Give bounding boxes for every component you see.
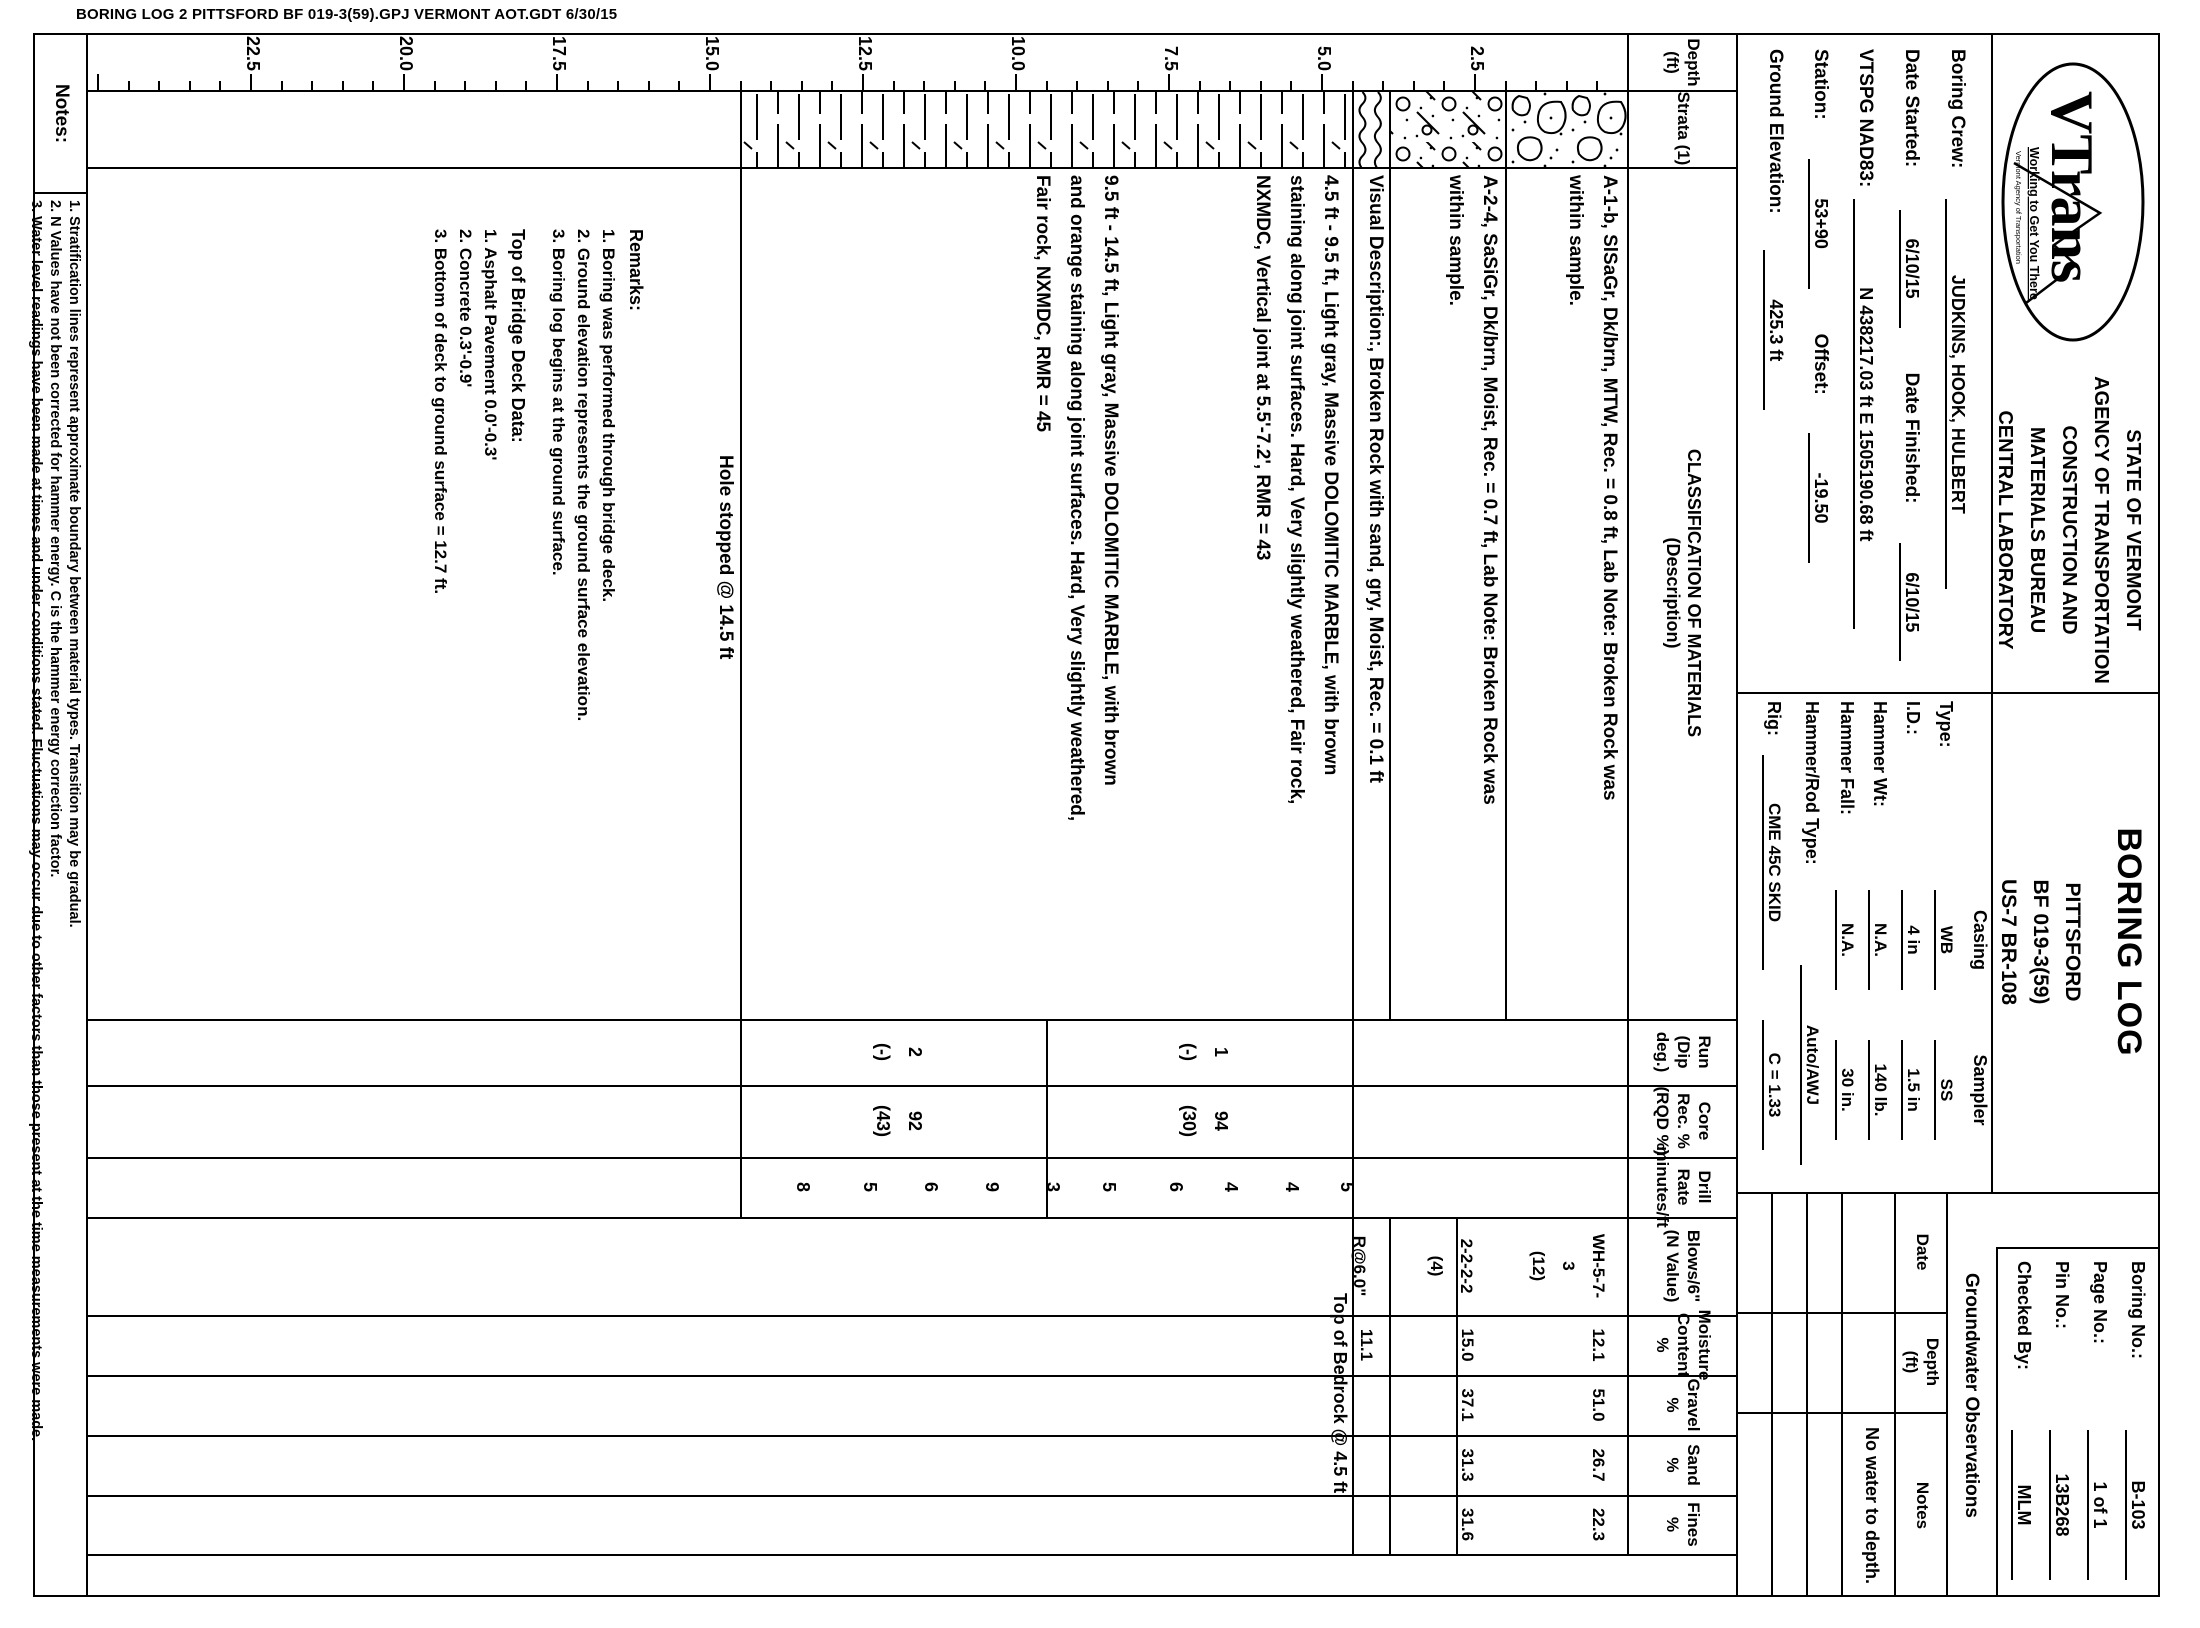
depth-tick bbox=[1596, 81, 1598, 90]
grid-hline bbox=[1736, 35, 1738, 1597]
drill-rate-value: 5 bbox=[1098, 1181, 1119, 1192]
depth-tick bbox=[434, 81, 436, 90]
equipment-col-header: Casing bbox=[1970, 909, 1990, 970]
run-dip: (-) bbox=[872, 1043, 893, 1061]
blows-value: 3 bbox=[1558, 1261, 1578, 1271]
depth-label: 22.5 bbox=[243, 35, 263, 71]
depth-label: 5.0 bbox=[1314, 45, 1334, 71]
depth-tick bbox=[1352, 81, 1354, 90]
depth-tick bbox=[801, 81, 803, 90]
crew-label: Date Finished: bbox=[1901, 372, 1922, 504]
depth-tick bbox=[770, 81, 772, 90]
agency-line: STATE OF VERMONT bbox=[2122, 429, 2144, 631]
sand-value: 26.7 bbox=[1589, 1448, 1609, 1482]
depth-tick bbox=[678, 81, 680, 90]
equipment-label: Hammer Wt: bbox=[1870, 701, 1890, 808]
blows-value: R@6.0" bbox=[1349, 1235, 1369, 1297]
equipment-label: Rig: bbox=[1764, 701, 1784, 736]
equipment-casing-value: 4 in bbox=[1901, 890, 1923, 990]
core-recovery: 94 bbox=[1210, 1110, 1231, 1132]
id-label: Pin No.: bbox=[2052, 1261, 2072, 1329]
deck-data-item: 2. Concrete 0.3'-0.9' bbox=[456, 229, 475, 388]
depth-tick bbox=[1382, 81, 1384, 90]
depth-tick bbox=[342, 81, 344, 90]
project-bridge: US-7 BR-108 bbox=[1997, 878, 2020, 1006]
table-column-header: Strata (1) bbox=[1674, 91, 1693, 166]
drill-rate-value: 6 bbox=[1165, 1181, 1186, 1192]
drill-rate-value: 9 bbox=[982, 1181, 1003, 1192]
classification-line: 9.5 ft - 14.5 ft, Light gray, Massive DOLOMITIC MARBLE, with brown bbox=[1100, 175, 1122, 786]
core-recovery: 92 bbox=[904, 1110, 925, 1132]
id-value: 1 of 1 bbox=[2087, 1430, 2110, 1580]
form-title: BORING LOG bbox=[2110, 827, 2148, 1057]
groundwater-col-header: Notes bbox=[1913, 1481, 1932, 1530]
groundwater-col-header: (ft) bbox=[1902, 1350, 1921, 1374]
drill-rate-value: 4 bbox=[1220, 1181, 1241, 1192]
equipment-casing-value: N.A. bbox=[1835, 890, 1857, 990]
equipment-col-header: Sampler bbox=[1970, 1054, 1990, 1126]
remarks-item: 2. Ground elevation represents the ground surface elevation. bbox=[574, 229, 593, 722]
classification-line: NXMDC, Vertical joint at 5.5'-7.2', RMR = 43 bbox=[1252, 175, 1274, 561]
crew-value: 6/10/15 bbox=[1899, 543, 1922, 661]
fines-value: 22.3 bbox=[1589, 1507, 1609, 1542]
grid-vline bbox=[88, 1217, 1738, 1219]
depth-tick bbox=[1046, 81, 1048, 90]
blows-value: WH-5-7- bbox=[1588, 1233, 1608, 1299]
drill-rate-value: 5 bbox=[1337, 1181, 1358, 1192]
equipment-sampler-value: 30 in. bbox=[1835, 1040, 1857, 1140]
grid-hline bbox=[86, 35, 88, 1597]
run-dip: (-) bbox=[1178, 1043, 1199, 1061]
crew-value: JUDKINS, HOOK, HULBERT bbox=[1945, 199, 1968, 589]
sand-value: 31.3 bbox=[1457, 1448, 1477, 1482]
table-column-header: CLASSIFICATION OF MATERIALS (Description) bbox=[1663, 448, 1705, 738]
depth-tick bbox=[128, 81, 130, 90]
depth-tick bbox=[1229, 81, 1231, 90]
svg-text:VTrans: VTrans bbox=[2039, 91, 2105, 284]
strata-layer-broken bbox=[1354, 92, 1391, 167]
depth-tick bbox=[1474, 74, 1476, 90]
grid-vline bbox=[1738, 1192, 2158, 1194]
table-column-header: Fines % bbox=[1663, 1502, 1704, 1547]
grid-hline bbox=[1894, 1192, 1896, 1597]
table-column-header: Moisture Content % bbox=[1653, 1309, 1714, 1381]
groundwater-col-header: Depth bbox=[1923, 1337, 1942, 1387]
equipment-rig-value: CME 45C SKID bbox=[1762, 755, 1784, 970]
id-value: MLM bbox=[2011, 1430, 2034, 1580]
top-of-bedrock-note: Top of Bedrock @ 4.5 ft bbox=[1329, 1293, 1350, 1494]
crew-value: 6/10/15 bbox=[1899, 210, 1922, 328]
table-column-header: Core Rec. % (RQD %) bbox=[1653, 1086, 1714, 1156]
gravel-value: 51.0 bbox=[1589, 1388, 1609, 1422]
depth-label: 7.5 bbox=[1161, 45, 1181, 71]
remarks-title: Remarks: bbox=[626, 229, 646, 312]
classification-line: 4.5 ft - 9.5 ft, Light gray, Massive DOLOMITIC MARBLE, with brown bbox=[1320, 175, 1342, 776]
grid-vline bbox=[88, 1554, 1738, 1556]
table-column-header: Run (Dip deg.) bbox=[1653, 1031, 1714, 1073]
grid-hline bbox=[740, 90, 742, 1217]
grid-vline bbox=[1738, 692, 2158, 694]
equipment-energy-factor: C = 1.33 bbox=[1762, 1020, 1784, 1150]
remarks-item: 1. Boring was performed through bridge deck. bbox=[599, 229, 618, 603]
depth-tick bbox=[281, 81, 283, 90]
depth-tick bbox=[1260, 81, 1262, 90]
sheet-note-line: 1. Stratification lines represent approximate boundary between material types. Transition may be gradual. bbox=[66, 200, 82, 928]
depth-tick bbox=[954, 81, 956, 90]
depth-tick bbox=[862, 74, 864, 90]
drill-rate-value: 5 bbox=[859, 1181, 880, 1192]
depth-tick bbox=[1566, 81, 1568, 90]
crew-label: Offset: bbox=[1810, 333, 1831, 395]
classification-line: Visual Description:, Broken Rock with sand, gry, Moist, Rec. = 0.1 ft bbox=[1365, 175, 1387, 783]
crew-label: Date Started: bbox=[1901, 49, 1922, 168]
sheet-note-line: 2. N Values have not been corrected for hammer energy. C is the hammer energy correction factor. bbox=[47, 200, 63, 878]
id-value: B-103 bbox=[2125, 1430, 2148, 1580]
depth-tick bbox=[831, 81, 833, 90]
crew-value: 53+90 bbox=[1808, 159, 1831, 289]
depth-tick bbox=[158, 81, 160, 90]
file-stamp: BORING LOG 2 PITTSFORD BF 019-3(59).GPJ VERMONT AOT.GDT 6/30/15 bbox=[76, 6, 618, 23]
strata-layer-marble bbox=[742, 92, 1354, 167]
strata-layer-cobbles bbox=[1507, 92, 1629, 167]
depth-tick bbox=[219, 81, 221, 90]
equipment-sampler-value: 140 lb. bbox=[1868, 1040, 1890, 1140]
classification-line: Fair rock, NXMDC, RMR = 45 bbox=[1032, 175, 1054, 433]
equipment-casing-value: WB bbox=[1934, 890, 1956, 990]
table-column-header: Gravel % bbox=[1663, 1378, 1704, 1432]
drill-rate-value: 4 bbox=[1282, 1181, 1303, 1192]
equipment-hammer-rod-value: Auto/AWJ bbox=[1800, 965, 1822, 1165]
equipment-label: Type: bbox=[1936, 701, 1956, 748]
agency-line: MATERIALS BUREAU bbox=[2026, 426, 2048, 634]
deck-data-item: 3. Bottom of deck to ground surface = 12.7 ft. bbox=[431, 229, 450, 595]
grid-vline bbox=[88, 1495, 1738, 1497]
id-label: Boring No.: bbox=[2128, 1261, 2148, 1359]
classification-line: A-2-4, SaSiGr, Dk/brn, Moist, Rec. = 0.7 ft, Lab Note: Broken Rock was bbox=[1479, 175, 1501, 805]
depth-tick bbox=[1321, 74, 1323, 90]
hole-stopped-note: Hole stopped @ 14.5 ft bbox=[714, 455, 736, 660]
id-label: Checked By: bbox=[2014, 1261, 2034, 1371]
grid-hline bbox=[1771, 1192, 1773, 1597]
grid-vline bbox=[35, 192, 88, 194]
fines-value: 31.6 bbox=[1457, 1507, 1477, 1542]
strata-layer-gravel bbox=[1390, 92, 1506, 167]
groundwater-note: No water to depth. bbox=[1862, 1427, 1882, 1584]
deck-data-item: 1. Asphalt Pavement 0.0'-0.3' bbox=[481, 229, 500, 461]
depth-tick bbox=[372, 81, 374, 90]
depth-tick bbox=[464, 81, 466, 90]
depth-tick bbox=[525, 81, 527, 90]
depth-label: 12.5 bbox=[855, 35, 875, 71]
grid-hline bbox=[1841, 1192, 1843, 1597]
grid-vline bbox=[88, 167, 1738, 169]
crew-label: VTSPG NAD83: bbox=[1855, 49, 1876, 188]
classification-line: within sample. bbox=[1445, 175, 1467, 306]
run-number: 1 bbox=[1210, 1046, 1231, 1057]
blows-value: (12) bbox=[1528, 1250, 1548, 1282]
depth-tick bbox=[648, 81, 650, 90]
grid-vline bbox=[88, 1435, 1738, 1437]
depth-label: 15.0 bbox=[702, 35, 722, 71]
grid-hline bbox=[1389, 1217, 1391, 1554]
grid-vline bbox=[1998, 1247, 2158, 1249]
equipment-casing-value: N.A. bbox=[1868, 890, 1890, 990]
depth-tick bbox=[1137, 81, 1139, 90]
moisture-value: 11.1 bbox=[1356, 1328, 1376, 1362]
equipment-sampler-value: 1.5 in bbox=[1901, 1040, 1923, 1140]
depth-label: 20.0 bbox=[396, 35, 416, 71]
classification-line: A-1-b, SlSaGr, Dk/brn, MTW, Rec. = 0.8 ft, Lab Note: Broken Rock was bbox=[1598, 175, 1620, 801]
drill-rate-value: 3 bbox=[1043, 1181, 1064, 1192]
groundwater-col-header: Date bbox=[1913, 1233, 1932, 1271]
depth-tick bbox=[1076, 81, 1078, 90]
grid-hline bbox=[1389, 90, 1391, 1019]
id-value: 13B268 bbox=[2049, 1430, 2072, 1580]
moisture-value: 15.0 bbox=[1457, 1328, 1477, 1362]
depth-label: 17.5 bbox=[549, 35, 569, 71]
core-rqd: (43) bbox=[872, 1104, 893, 1137]
table-column-header: Drill Rate minutes/ft bbox=[1653, 1146, 1714, 1228]
grid-hline bbox=[1991, 35, 1993, 1192]
depth-tick bbox=[1168, 74, 1170, 90]
svg-text:Working to Get You There: Working to Get You There bbox=[2027, 147, 2041, 300]
vtrans-logo bbox=[1994, 51, 2152, 353]
crew-label: Ground Elevation: bbox=[1765, 49, 1786, 214]
agency-line: CONSTRUCTION AND bbox=[2058, 425, 2080, 635]
crew-value: N 438217.03 ft E 1505190.68 ft bbox=[1853, 199, 1876, 629]
depth-tick bbox=[617, 81, 619, 90]
depth-tick bbox=[984, 81, 986, 90]
depth-tick bbox=[1290, 81, 1292, 90]
drill-rate-value: 8 bbox=[792, 1181, 813, 1192]
crew-value: -19.50 bbox=[1808, 433, 1831, 563]
depth-tick bbox=[1015, 74, 1017, 90]
drill-rate-value: 6 bbox=[921, 1181, 942, 1192]
grid-vline bbox=[88, 1157, 1738, 1159]
crew-label: Boring Crew: bbox=[1947, 49, 1968, 169]
table-column-header: Depth (ft) bbox=[1663, 38, 1704, 87]
agency-line: CENTRAL LABORATORY bbox=[1994, 410, 2016, 650]
depth-tick bbox=[740, 81, 742, 90]
depth-tick bbox=[923, 81, 925, 90]
core-rqd: (30) bbox=[1178, 1104, 1199, 1137]
depth-tick bbox=[587, 81, 589, 90]
grid-hline bbox=[1505, 90, 1507, 1019]
remarks-item: 3. Boring log begins at the ground surface. bbox=[549, 229, 568, 576]
depth-tick bbox=[1535, 81, 1537, 90]
classification-line: staining along joint surfaces. Hard, Very slightly weathered, Fair rock, bbox=[1286, 175, 1308, 805]
depth-label: 2.5 bbox=[1467, 45, 1487, 71]
grid-hline bbox=[1627, 35, 1629, 1554]
depth-tick bbox=[893, 81, 895, 90]
depth-label: 10.0 bbox=[1008, 35, 1028, 71]
blows-value: 2-2-2-2 bbox=[1457, 1238, 1476, 1294]
grid-hline bbox=[1946, 1192, 1948, 1597]
depth-tick bbox=[1413, 81, 1415, 90]
project-town: PITTSFORD bbox=[2061, 882, 2084, 1002]
svg-text:Vermont Agency of Transportati: Vermont Agency of Transportation bbox=[2014, 151, 2023, 264]
grid-hline bbox=[1352, 90, 1354, 1554]
id-label: Page No.: bbox=[2090, 1261, 2110, 1345]
depth-tick bbox=[97, 74, 99, 90]
moisture-value: 12.1 bbox=[1589, 1328, 1609, 1362]
project-number: BF 019-3(59) bbox=[2029, 879, 2052, 1005]
depth-tick bbox=[495, 81, 497, 90]
equipment-label: Hammer Fall: bbox=[1837, 701, 1857, 816]
portrait-page bbox=[28, 33, 2160, 1597]
grid-hline bbox=[1806, 1192, 1808, 1597]
equipment-sampler-value: SS bbox=[1934, 1040, 1956, 1140]
deck-data-title: Top of Bridge Deck Data: bbox=[508, 229, 528, 443]
depth-tick bbox=[1443, 81, 1445, 90]
classification-line: and orange staining along joint surfaces. Hard, Very slightly weathered, bbox=[1066, 175, 1088, 822]
notes-label: Notes: bbox=[51, 83, 72, 144]
depth-tick bbox=[1199, 81, 1201, 90]
table-column-header: Sand % bbox=[1663, 1444, 1704, 1486]
depth-tick bbox=[556, 74, 558, 90]
depth-tick bbox=[189, 81, 191, 90]
agency-line: AGENCY OF TRANSPORTATION bbox=[2090, 376, 2112, 684]
depth-tick bbox=[1505, 81, 1507, 90]
depth-tick bbox=[250, 74, 252, 90]
depth-tick bbox=[403, 74, 405, 90]
depth-tick bbox=[311, 81, 313, 90]
crew-label: Station: bbox=[1810, 49, 1831, 120]
classification-line: within sample. bbox=[1564, 175, 1586, 306]
depth-tick bbox=[1107, 81, 1109, 90]
grid-vline bbox=[88, 1315, 1738, 1317]
blows-value: (4) bbox=[1427, 1255, 1446, 1277]
equipment-label: I.D.: bbox=[1903, 701, 1923, 735]
depth-tick bbox=[709, 74, 711, 90]
sheet-note-line: 3. Water level readings have been made at times and under conditions stated. Fluctuations may occur due to other factors than those present at the time measurements were made. bbox=[28, 200, 44, 1442]
gravel-value: 37.1 bbox=[1457, 1388, 1477, 1422]
crew-value: 425.3 ft bbox=[1763, 250, 1786, 410]
equipment-label: Hammer/Rod Type: bbox=[1802, 701, 1822, 865]
grid-vline bbox=[88, 1375, 1738, 1377]
groundwater-title: Groundwater Observations bbox=[1961, 1273, 1982, 1518]
grid-hline bbox=[1996, 1247, 1998, 1597]
table-column-header: Blows/6" (N Value) bbox=[1663, 1229, 1704, 1303]
run-number: 2 bbox=[904, 1046, 925, 1057]
